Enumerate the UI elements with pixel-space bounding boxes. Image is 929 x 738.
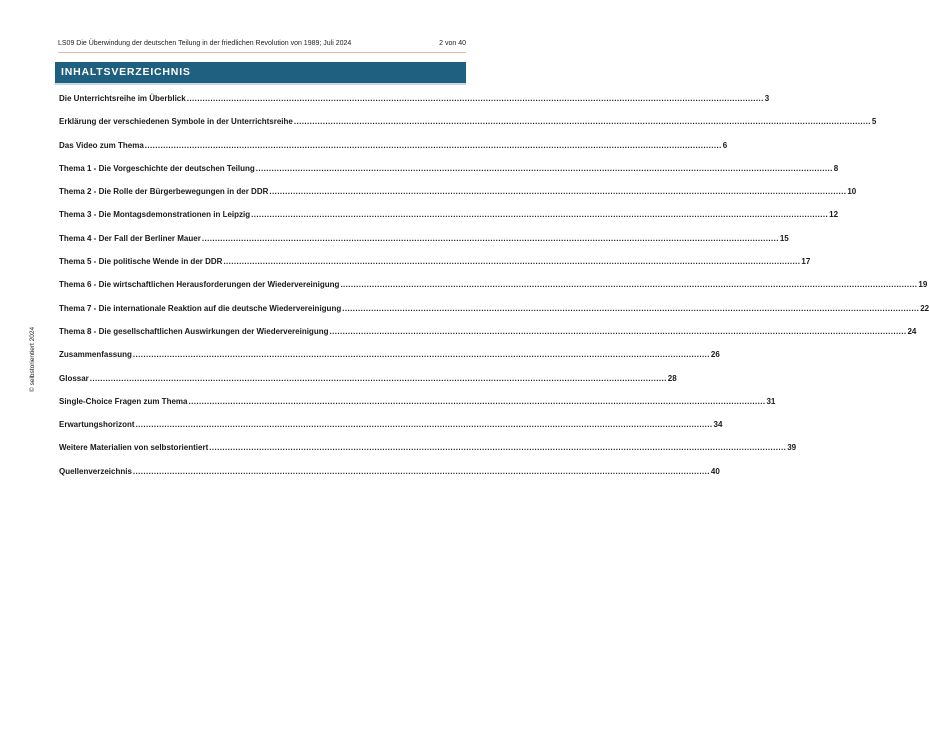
toc-entry-title: Thema 1 - Die Vorgeschichte der deutschen Teilung bbox=[59, 163, 255, 173]
toc-leader-dots: ............................................................................................................................................................................................................................ bbox=[340, 280, 918, 290]
toc-entry-page: 6 bbox=[722, 140, 728, 150]
toc-leader-dots: ............................................................................................................................................................................................................................ bbox=[329, 326, 907, 336]
toc-leader-dots: ............................................................................................................................................................................................................................ bbox=[209, 443, 787, 453]
toc-entry-page: 17 bbox=[801, 257, 811, 267]
toc-entry-page: 12 bbox=[829, 210, 839, 220]
header-title: LS09 Die Überwindung der deutschen Teilung in der friedlichen Revolution von 1989; Juli 2024 bbox=[58, 40, 352, 47]
toc-leader-dots: ............................................................................................................................................................................................................................ bbox=[132, 466, 710, 476]
toc-leader-dots: ............................................................................................................................................................................................................................ bbox=[89, 373, 667, 383]
toc-entry-title: Thema 7 - Die internationale Reaktion auf die deutsche Wiedervereinigung bbox=[59, 303, 342, 313]
toc-entry-title: Thema 2 - Die Rolle der Bürgerbewegungen in der DDR bbox=[59, 187, 269, 197]
toc-entry-title: Quellenverzeichnis bbox=[59, 466, 132, 476]
toc-leader-dots: ............................................................................................................................................................................................................................ bbox=[135, 420, 713, 430]
toc-entry-page: 34 bbox=[713, 420, 723, 430]
toc-entry-page: 40 bbox=[710, 466, 720, 476]
table-of-contents bbox=[59, 94, 929, 490]
toc-leader-dots: ............................................................................................................................................................................................................................ bbox=[223, 257, 801, 267]
toc-leader-dots: ............................................................................................................................................................................................................................ bbox=[144, 140, 722, 150]
toc-entry-title: Thema 4 - Der Fall der Berliner Mauer bbox=[59, 233, 201, 243]
toc-entry-page: 24 bbox=[907, 326, 917, 336]
toc-leader-dots: ............................................................................................................................................................................................................................ bbox=[269, 187, 847, 197]
toc-entry[interactable] bbox=[59, 117, 877, 140]
toc-entry[interactable] bbox=[59, 140, 728, 164]
toc-entry[interactable] bbox=[59, 396, 776, 420]
toc-entry-page: 5 bbox=[871, 117, 877, 127]
toc-leader-dots: ............................................................................................................................................................................................................................ bbox=[251, 210, 829, 220]
page-header bbox=[58, 40, 466, 47]
toc-entry-title: Thema 8 - Die gesellschaftlichen Auswirkungen der Wiedervereinigung bbox=[59, 326, 329, 336]
section-title: INHALTSVERZEICHNIS bbox=[61, 66, 191, 78]
toc-entry[interactable] bbox=[59, 257, 811, 280]
header-divider bbox=[58, 52, 466, 53]
toc-leader-dots: ............................................................................................................................................................................................................................ bbox=[188, 396, 766, 406]
toc-entry-page: 10 bbox=[847, 187, 857, 197]
toc-entry-title: Thema 5 - Die politische Wende in der DDR bbox=[59, 257, 223, 267]
toc-entry-page: 8 bbox=[833, 163, 839, 173]
toc-entry[interactable] bbox=[59, 466, 720, 490]
toc-entry[interactable] bbox=[59, 233, 789, 257]
toc-entry[interactable] bbox=[59, 326, 917, 350]
toc-entry-title: Die Unterrichtsreihe im Überblick bbox=[59, 94, 186, 103]
toc-entry-title: Zusammenfassung bbox=[59, 350, 132, 360]
toc-entry[interactable] bbox=[59, 94, 770, 117]
toc-entry[interactable] bbox=[59, 350, 720, 373]
toc-entry-title: Weitere Materialien von selbstorientiert bbox=[59, 443, 209, 453]
toc-entry-page: 19 bbox=[918, 280, 928, 290]
toc-entry-page: 31 bbox=[766, 396, 776, 406]
toc-entry-page: 26 bbox=[710, 350, 720, 360]
toc-entry-title: Thema 6 - Die wirtschaftlichen Herausforderungen der Wiedervereinigung bbox=[59, 280, 340, 290]
toc-entry-title: Erklärung der verschiedenen Symbole in der Unterrichtsreihe bbox=[59, 117, 293, 127]
toc-leader-dots: ............................................................................................................................................................................................................................ bbox=[186, 94, 764, 103]
toc-leader-dots: ............................................................................................................................................................................................................................ bbox=[201, 233, 779, 243]
toc-entry-title: Glossar bbox=[59, 373, 89, 383]
section-banner bbox=[55, 62, 466, 85]
toc-leader-dots: ............................................................................................................................................................................................................................ bbox=[132, 350, 710, 360]
toc-entry-page: 3 bbox=[764, 94, 770, 103]
toc-entry[interactable] bbox=[59, 187, 857, 210]
toc-leader-dots: ............................................................................................................................................................................................................................ bbox=[293, 117, 871, 127]
toc-entry[interactable] bbox=[59, 210, 839, 233]
copyright-notice: © selbstorientiert 2024 bbox=[29, 326, 36, 392]
toc-leader-dots: ............................................................................................................................................................................................................................ bbox=[255, 163, 833, 173]
toc-entry-page: 22 bbox=[920, 303, 929, 313]
toc-entry[interactable] bbox=[59, 373, 677, 397]
toc-entry-title: Das Video zum Thema bbox=[59, 140, 144, 150]
toc-entry[interactable] bbox=[59, 303, 929, 327]
toc-entry-page: 15 bbox=[779, 233, 789, 243]
toc-entry-title: Thema 3 - Die Montagsdemonstrationen in Leipzig bbox=[59, 210, 251, 220]
toc-leader-dots: ............................................................................................................................................................................................................................ bbox=[342, 303, 920, 313]
toc-entry[interactable] bbox=[59, 163, 839, 187]
toc-entry-title: Erwartungshorizont bbox=[59, 420, 135, 430]
toc-entry[interactable] bbox=[59, 420, 723, 443]
toc-entry[interactable] bbox=[59, 280, 928, 303]
toc-entry-page: 39 bbox=[787, 443, 797, 453]
toc-entry-title: Single-Choice Fragen zum Thema bbox=[59, 396, 188, 406]
toc-entry[interactable] bbox=[59, 443, 797, 466]
toc-entry-page: 28 bbox=[667, 373, 677, 383]
page-number: 2 von 40 bbox=[439, 40, 466, 47]
